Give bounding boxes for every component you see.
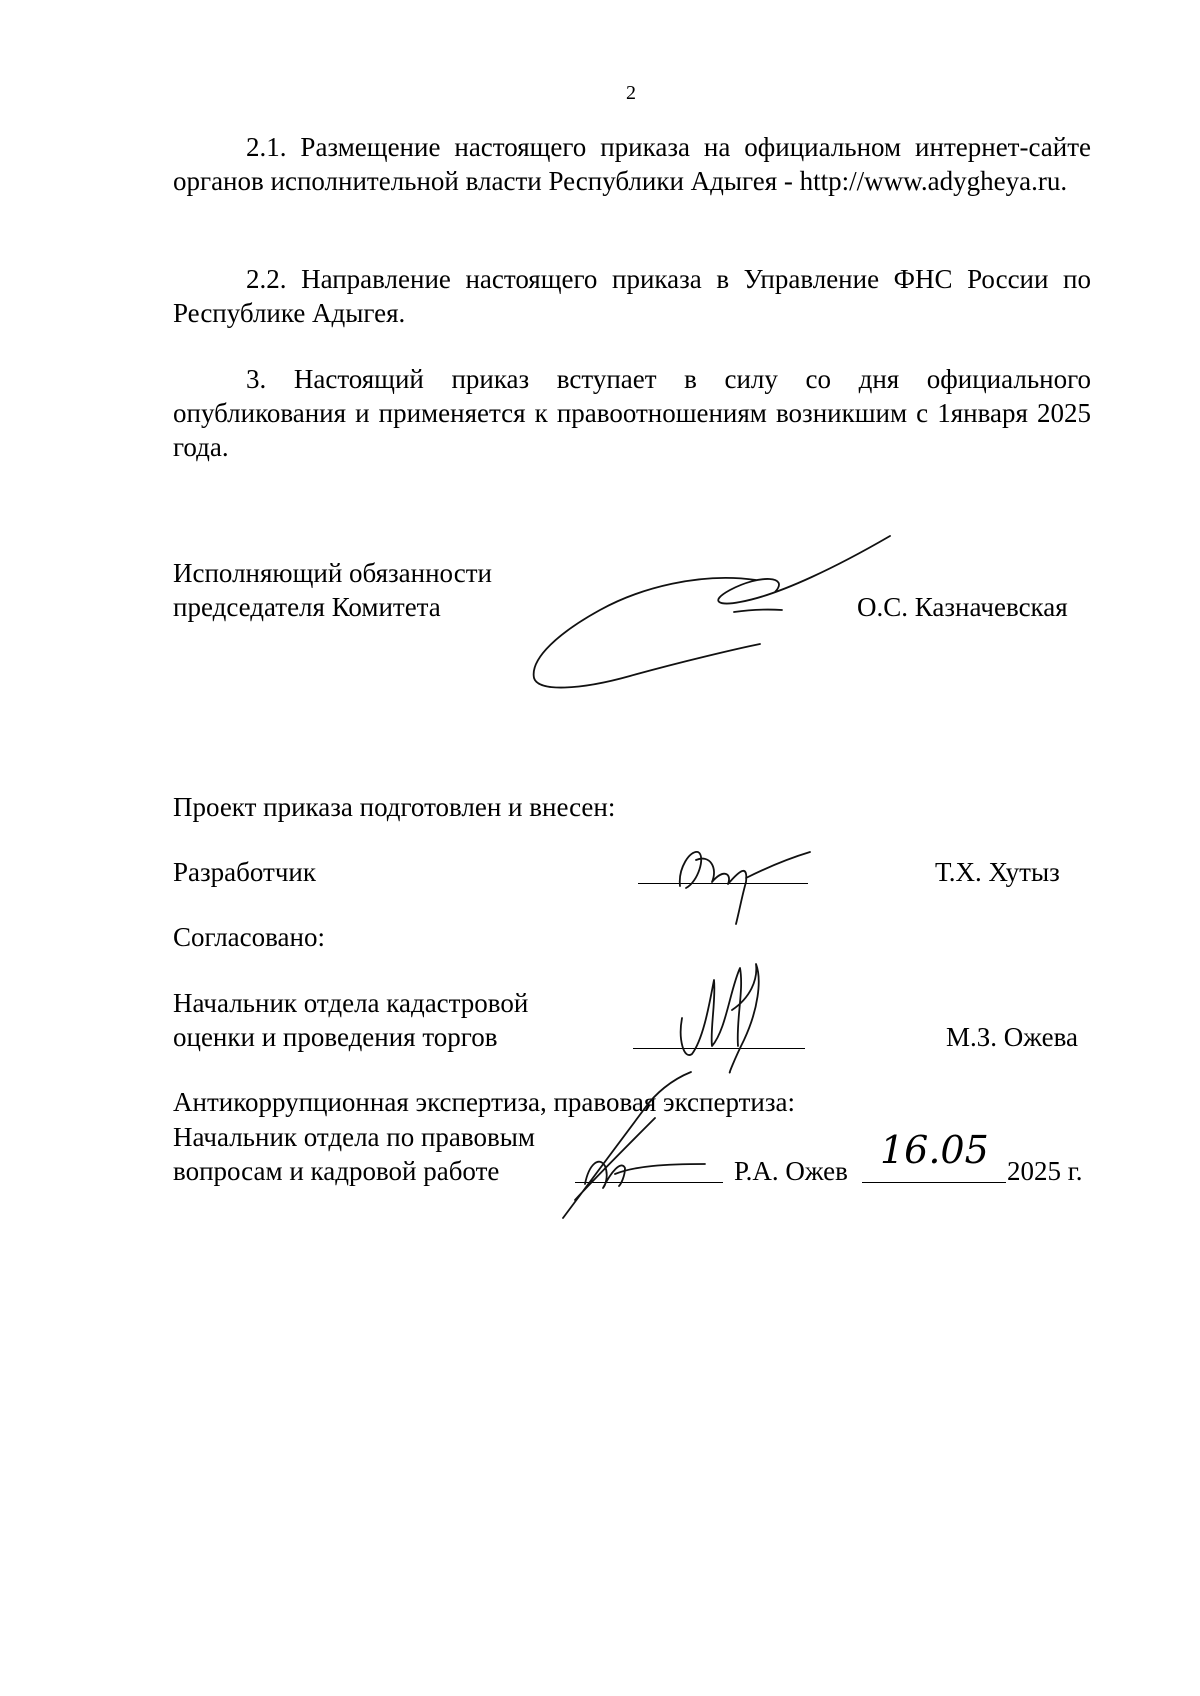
developer-role: Разработчик [173,857,316,887]
date-line [862,1182,1006,1183]
head2-title-line2: вопросам и кадровой работе [173,1156,500,1186]
signatory-title-line2: председателя Комитета [173,592,441,622]
head2-name: Р.А. Ожев [734,1156,848,1186]
head1-title-line2: оценки и проведения торгов [173,1022,498,1052]
head1-title-line1: Начальник отдела кадастровой [173,988,529,1018]
developer-name: Т.Х. Хутыз [935,857,1060,887]
date-year: 2025 г. [1007,1156,1083,1186]
expertise-label: Антикоррупционная экспертиза, правовая экспертиза: [173,1087,796,1117]
head1-signature-image [670,950,790,1080]
page-number: 2 [626,82,636,104]
main-signature-image [520,530,900,700]
head1-name: М.З. Ожева [946,1022,1078,1052]
head2-title-line1: Начальник отдела по правовым [173,1122,535,1152]
paragraph-3: 3. Настоящий приказ вступает в силу со дня официального опубликования и применяется к правоотношениям возникшим с 1января 2025 года. [173,364,1091,462]
paragraph-2-1: 2.1. Размещение настоящего приказа на официальном интернет-сайте органов исполнительной власти Республики Адыгея - http://www.adygheya.ru. [173,132,1091,196]
signatory-title-line1: Исполняющий обязанности [173,558,492,588]
agreed-label: Согласовано: [173,922,325,952]
signatory-name: О.С. Казначевская [857,592,1068,622]
paragraph-2-2: 2.2. Направление настоящего приказа в Управление ФНС России по Республике Адыгея. [173,264,1091,328]
prepared-label: Проект приказа подготовлен и внесен: [173,792,616,822]
developer-signature-image [670,838,830,928]
head2-signature-image [555,1068,735,1218]
handwritten-date: 16.05 [880,1128,989,1172]
